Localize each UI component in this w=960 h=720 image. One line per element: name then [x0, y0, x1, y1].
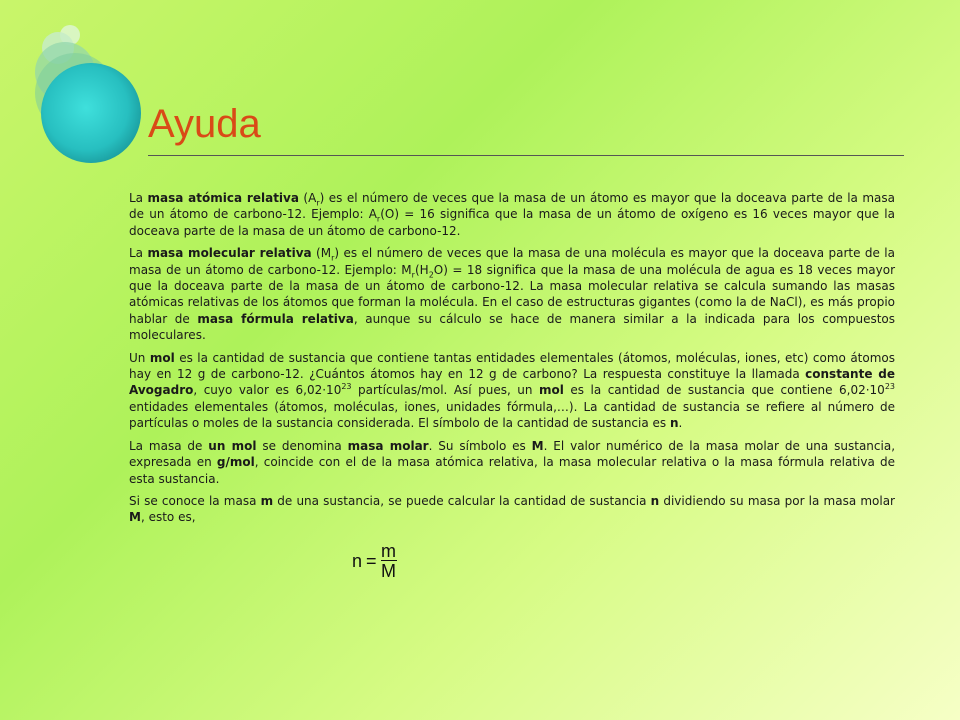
subscript: 2 — [428, 270, 434, 280]
text: Si se conoce la masa — [129, 493, 261, 508]
term-m: m — [260, 493, 274, 508]
paragraph-mol — [129, 350, 895, 432]
text: La — [129, 191, 148, 205]
term-masa-molar: masa molar — [347, 438, 429, 453]
paragraph-masa-molecular — [129, 245, 895, 343]
text: , cuyo valor es 6,02·10 — [193, 383, 342, 398]
term-masa-molecular-relativa: masa molecular relativa — [147, 246, 312, 261]
text: . — [678, 416, 683, 431]
bubble-main — [41, 63, 141, 163]
paragraph-masa-molar — [129, 438, 895, 487]
term-n: n — [650, 493, 660, 508]
paragraph-calculo — [129, 493, 895, 526]
text: . Su símbolo es — [428, 438, 532, 453]
text: ) es el número de veces que la masa de una molécula es mayor que la doceava parte de la masa de un átomo de carbono-12. Ejemplo: M — [129, 246, 895, 277]
text: , coincide con el de la masa atómica relativa, la masa molecular relativa o la masa fórmula relativa de esta sustancia. — [129, 455, 895, 486]
text: es la cantidad de sustancia que contiene 6,02·10 — [563, 383, 885, 398]
text: O) = 18 significa que la masa de una molécula de agua es 18 veces mayor que la doceava parte de la masa de un átomo de carbono-12. La masa molecular relativa se calcula sumando las masas atómicas relativas de los átomos que forman la molécula. En el caso de estructuras gigantes (como la de NaCl), es más propio hablar de — [129, 262, 895, 326]
subscript: r — [411, 270, 415, 280]
text: La masa de — [129, 438, 209, 453]
formula-numerator: m — [381, 541, 397, 561]
text: , esto es, — [140, 510, 196, 525]
text: (O) = 16 significa que la masa de un átomo de oxígeno es 16 veces mayor que la doceava parte de la masa de un átomo de carbono-12. — [129, 207, 895, 238]
formula-equals: = — [366, 551, 377, 571]
text: partículas/mol. Así pues, un — [351, 383, 540, 398]
text: se denomina — [256, 438, 348, 453]
formula-n-equals-m-over-M — [352, 542, 397, 581]
text: Un — [129, 350, 150, 365]
term-masa-formula-relativa: masa fórmula relativa — [197, 311, 354, 326]
text: (M — [311, 246, 332, 261]
text: ) es el número de veces que la masa de un átomo es mayor que la doceava parte de la masa de un átomo de carbono-12. Ejemplo: A — [129, 191, 896, 222]
text: es la cantidad de sustancia que contiene tantas entidades elementales (átomos, moléculas, iones, etc) como átomos hay en 12 g de carbono-12. ¿Cuántos átomos hay en 12 g de carbono? La respuesta constituye la llamada — [129, 350, 895, 382]
subscript: r — [316, 198, 320, 208]
term-mol: mol — [539, 383, 564, 398]
text: . El valor numérico de la masa molar de una sustancia, expresada en — [129, 438, 896, 470]
text: de una sustancia, se puede calcular la cantidad de sustancia — [273, 493, 651, 508]
paragraph-masa-atomica — [129, 190, 895, 239]
term-g-mol: g/mol — [216, 455, 255, 470]
term-M: M — [531, 438, 544, 453]
formula-fraction — [381, 542, 397, 581]
subscript: r — [331, 253, 335, 263]
formula-denominator: M — [381, 561, 397, 581]
superscript: 23 — [884, 382, 895, 392]
formula-lhs: n — [352, 551, 363, 571]
text: , aunque su cálculo se hace de manera similar a la indicada para los compuestos moleculares. — [129, 311, 896, 343]
term-mol: mol — [149, 350, 175, 365]
text: dividiendo su masa por la masa molar — [659, 493, 895, 508]
page-title: Ayuda — [148, 102, 261, 146]
term-un-mol: un mol — [208, 438, 257, 453]
text: (A — [298, 191, 317, 205]
subscript: r — [376, 214, 381, 224]
text: (H — [414, 262, 429, 277]
term-constante-avogadro: constante de Avogadro — [129, 367, 896, 398]
help-content — [129, 190, 895, 532]
superscript: 23 — [341, 382, 352, 392]
title-divider — [148, 155, 904, 156]
text: La — [129, 246, 148, 261]
term-masa-atomica-relativa: masa atómica relativa — [147, 191, 299, 205]
term-n: n — [669, 416, 679, 431]
term-M: M — [129, 510, 141, 525]
text: entidades elementales (átomos, moléculas, iones, unidades fórmula,…). La cantidad de sustancia se refiere al número de partículas o moles de la sustancia considerada. El símbolo de la cantidad de sustancia es — [129, 399, 895, 431]
